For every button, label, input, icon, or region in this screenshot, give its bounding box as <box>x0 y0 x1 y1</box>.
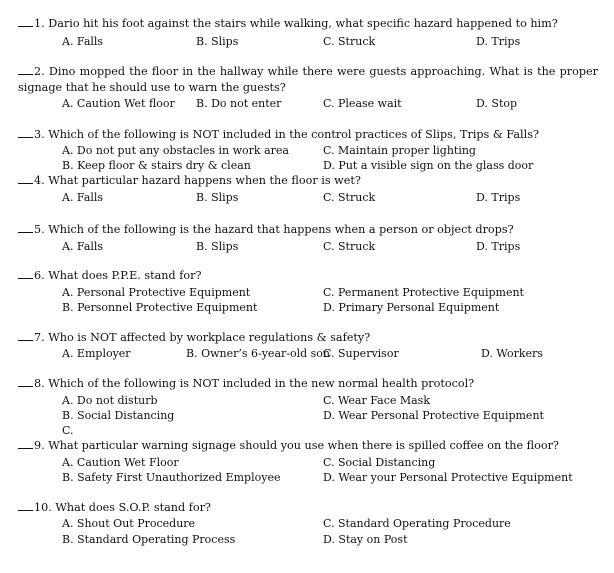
question-number: 10. <box>34 501 52 514</box>
question-6 <box>18 268 598 283</box>
option[interactable]: D. Stay on Post <box>323 533 408 546</box>
option[interactable]: C. Permanent Protective Equipment <box>323 286 524 299</box>
question-text: Which of the following is NOT included in the control practices of Slips, Trips & Falls? <box>48 128 539 141</box>
option[interactable]: C. Struck <box>323 240 376 253</box>
option[interactable]: B. Slips <box>196 191 239 204</box>
option[interactable]: D. Workers <box>481 347 543 360</box>
question-text: What particular warning signage should you use when there is spilled coffee on the floor? <box>48 439 559 452</box>
option[interactable]: B. Do not enter <box>196 97 282 110</box>
option[interactable]: B. Personnel Protective Equipment <box>62 301 258 314</box>
options-row <box>0 455 614 470</box>
answer-blank[interactable] <box>18 268 33 279</box>
option[interactable]: C. Maintain proper lighting <box>323 144 476 157</box>
options-row <box>0 423 614 438</box>
question-text: What does P.P.E. stand for? <box>48 269 202 282</box>
answer-blank[interactable] <box>18 127 33 138</box>
question-number: 8. <box>34 377 45 390</box>
options-row <box>0 346 614 361</box>
option[interactable]: B. Keep floor & stairs dry & clean <box>62 159 251 172</box>
options-row <box>0 532 614 547</box>
option[interactable]: C. Social Distancing <box>323 456 436 469</box>
question-3 <box>18 127 598 142</box>
option[interactable]: A. Falls <box>62 240 104 253</box>
answer-blank[interactable] <box>18 173 33 184</box>
option[interactable]: D. Stop <box>476 97 518 110</box>
question-number: 3. <box>34 128 45 141</box>
answer-blank[interactable] <box>18 376 33 387</box>
option[interactable]: A. Shout Out Procedure <box>62 517 196 530</box>
option[interactable]: D. Wear Personal Protective Equipment <box>323 409 544 422</box>
option[interactable]: A. Do not disturb <box>62 394 158 407</box>
question-number: 7. <box>34 331 45 344</box>
option[interactable]: A. Falls <box>62 35 104 48</box>
options-row <box>0 300 614 315</box>
question-text: Who is NOT affected by workplace regulations & safety? <box>48 331 371 344</box>
options-row <box>0 239 614 254</box>
option[interactable]: A. Do not put any obstacles in work area <box>62 144 289 157</box>
option[interactable]: D. Wear your Personal Protective Equipment <box>323 471 573 484</box>
option[interactable]: A. Employer <box>62 347 131 360</box>
option[interactable]: C. Standard Operating Procedure <box>323 517 511 530</box>
option[interactable]: D. Primary Personal Equipment <box>323 301 500 314</box>
option[interactable]: C. Wear Face Mask <box>323 394 430 407</box>
question-text: Which of the following is the hazard that happens when a person or object drops? <box>48 223 514 236</box>
option[interactable]: B. Standard Operating Process <box>62 533 236 546</box>
question-number: 1. <box>34 17 45 30</box>
options-row <box>0 34 614 49</box>
option[interactable]: A. Caution Wet Floor <box>62 456 179 469</box>
option[interactable]: A. Falls <box>62 191 104 204</box>
option[interactable]: C. <box>62 424 74 437</box>
answer-blank[interactable] <box>18 500 33 511</box>
option[interactable]: B. Social Distancing <box>62 409 175 422</box>
options-row <box>0 393 614 408</box>
question-5 <box>18 222 598 237</box>
answer-blank[interactable] <box>18 16 33 27</box>
option[interactable]: B. Safety First Unauthorized Employee <box>62 471 281 484</box>
option[interactable]: C. Struck <box>323 191 376 204</box>
answer-blank[interactable] <box>18 64 33 75</box>
option[interactable]: A. Caution Wet floor <box>62 97 175 110</box>
options-row <box>0 516 614 531</box>
option[interactable]: C. Struck <box>323 35 376 48</box>
question-number: 5. <box>34 223 45 236</box>
option[interactable]: A. Personal Protective Equipment <box>62 286 251 299</box>
question-4 <box>18 173 598 188</box>
options-row <box>0 158 614 173</box>
question-9 <box>18 438 598 453</box>
option[interactable]: D. Trips <box>476 240 521 253</box>
question-7 <box>18 330 598 345</box>
question-text: What does S.O.P. stand for? <box>55 501 211 514</box>
question-number: 6. <box>34 269 45 282</box>
question-text: What particular hazard happens when the floor is wet? <box>48 174 361 187</box>
options-row <box>0 285 614 300</box>
answer-blank[interactable] <box>18 222 33 233</box>
option[interactable]: D. Trips <box>476 191 521 204</box>
options-row <box>0 96 614 111</box>
question-number: 9. <box>34 439 45 452</box>
question-2 <box>18 64 598 95</box>
option[interactable]: D. Trips <box>476 35 521 48</box>
options-row <box>0 190 614 205</box>
options-row <box>0 143 614 158</box>
option[interactable]: B. Owner’s 6-year-old son <box>186 347 331 360</box>
option[interactable]: D. Put a visible sign on the glass door <box>323 159 534 172</box>
answer-blank[interactable] <box>18 330 33 341</box>
option[interactable]: C. Please wait <box>323 97 402 110</box>
question-number: 4. <box>34 174 45 187</box>
question-1 <box>18 16 598 31</box>
option[interactable]: C. Supervisor <box>323 347 399 360</box>
question-10 <box>18 500 598 515</box>
option[interactable]: B. Slips <box>196 35 239 48</box>
answer-blank[interactable] <box>18 438 33 449</box>
option[interactable]: B. Slips <box>196 240 239 253</box>
question-8 <box>18 376 598 391</box>
question-text: Dino mopped the floor in the hallway while there were guests approaching. What is the proper signage that he should use to warn the guests? <box>18 65 598 94</box>
options-row <box>0 408 614 423</box>
question-text: Which of the following is NOT included in the new normal health protocol? <box>48 377 475 390</box>
question-text: Dario hit his foot against the stairs while walking, what specific hazard happened to him? <box>48 17 558 30</box>
options-row <box>0 470 614 485</box>
question-number: 2. <box>34 65 45 78</box>
